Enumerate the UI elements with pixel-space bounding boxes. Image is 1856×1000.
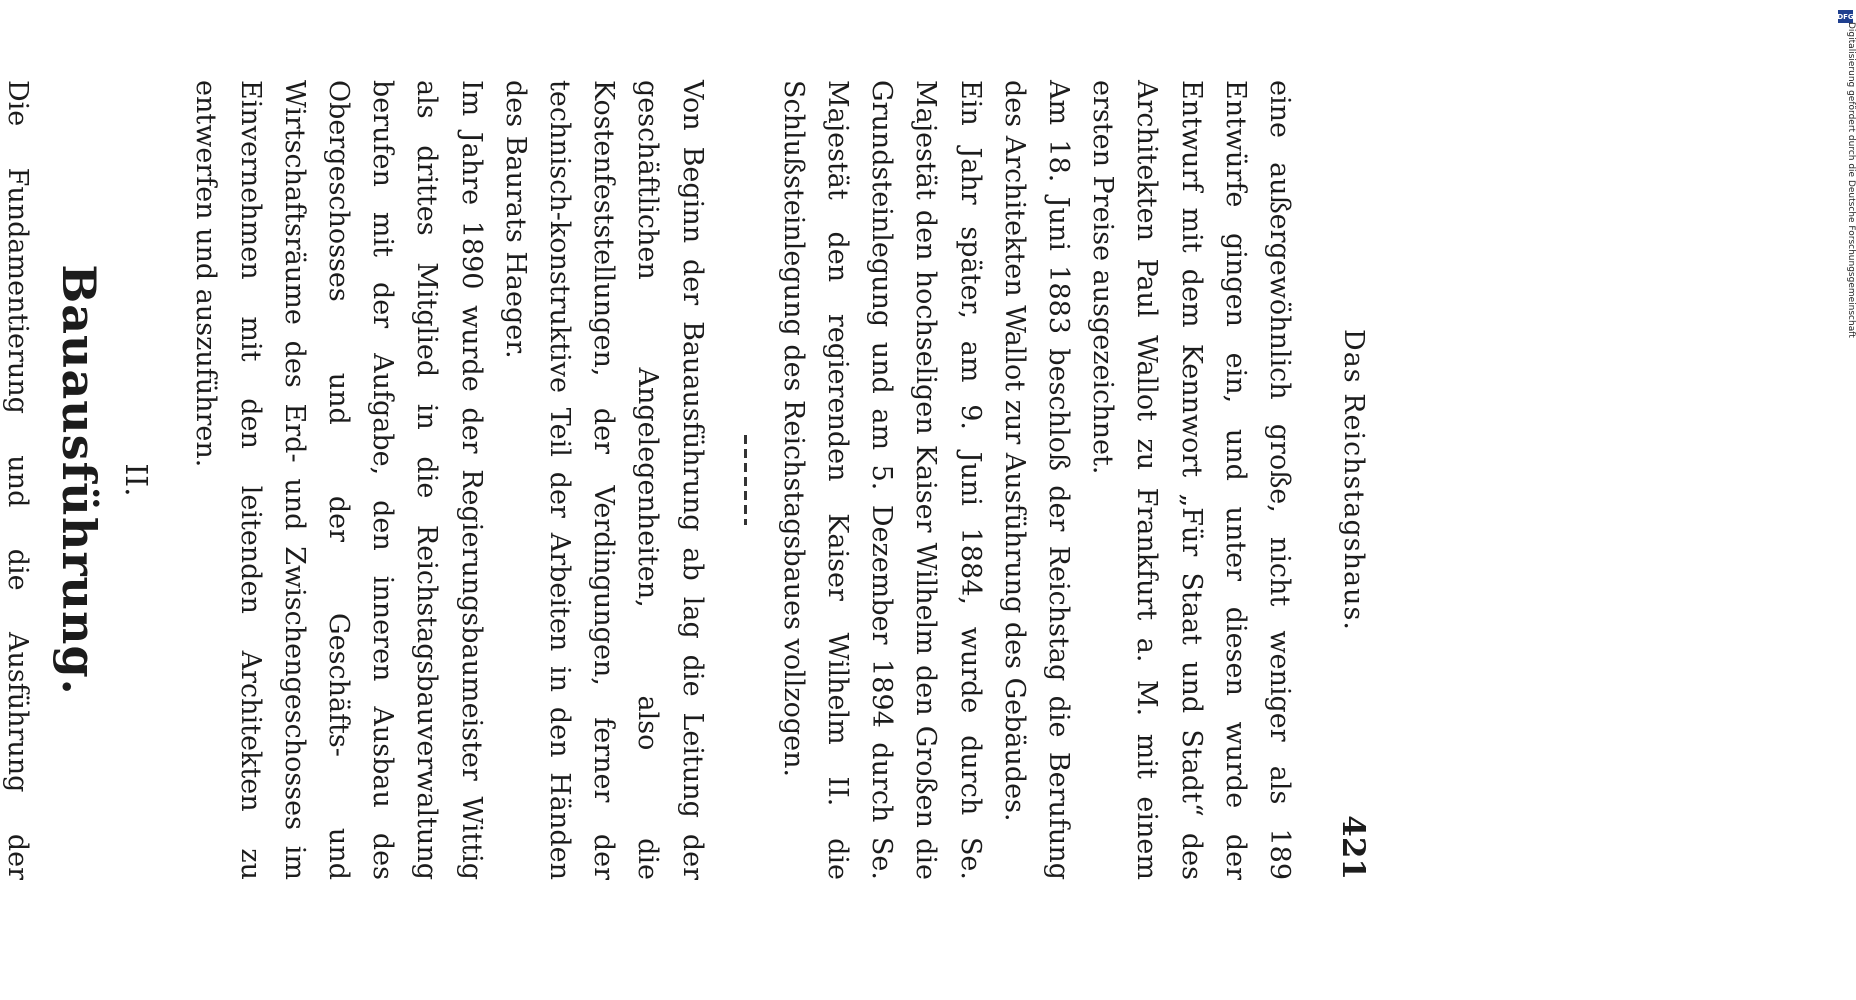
running-head: Das Reichstagshaus. (1338, 329, 1369, 631)
digitization-credit: Digitalisierung gefördert durch die Deutsche Forschungsgemeinschaft (1846, 22, 1856, 338)
paragraph: Die Fundamentierung und die Ausführung der (2, 80, 34, 880)
section-divider (744, 435, 747, 525)
paragraph: eine außergewöhnlich große, nicht weniger als 189 Entwürfe gingen ein, und unter diesen wurde der Entwurf mit dem Kennwort „Für Staat und Stadt“ des Architekten Paul Wallot zu Frankfurt a. M. mit einem ersten Preise ausgezeichnet. (1087, 80, 1295, 889)
paragraph: Ein Jahr später, am 9. Juni 1884, wurde durch Se. Majestät den hochseligen Kaiser Wilhelm den Großen die Grundsteinlegung und am 5. Dezember 1894 durch Se. Majestät den regierenden Kaiser Wilhelm II. die Schlußsteinlegung des Reichstagsbaues vollzogen. (777, 80, 986, 889)
paragraph: Am 18. Juni 1883 beschloß der Reichstag die Berufung des Architekten Wallot zur Ausführung des Gebäudes. (998, 80, 1074, 889)
paragraph: Im Jahre 1890 wurde der Regierungsbaumeister Wittig als drittes Mitglied in die Reichstagsbauverwaltung berufen mit der Aufgabe, den inneren Ausbau des Obergeschosses und der Geschäfts- und Wirtschaftsräume des Erd- und Zwischengeschosses im Einvernehmen mit den leitenden Architekten zu entwerfen und auszuführen. (190, 80, 487, 889)
scanned-page (2, 80, 1375, 889)
section-number: II. (118, 463, 154, 497)
section-title: Bauausführung. (52, 264, 107, 696)
body-text (0, 80, 1301, 889)
paragraph: Von Beginn der Bauausführung ab lag die Leitung der geschäftlichen Angelegenheiten, also die Kostenfeststellungen, der Verdingungen, ferner der technisch-konstruktive Teil der Arbeiten in den Händen des Baurats Haeger. (499, 80, 708, 889)
page-header (1325, 80, 1375, 880)
page-number: 421 (1335, 815, 1371, 880)
dfg-logo-icon: DFG (1838, 10, 1853, 23)
